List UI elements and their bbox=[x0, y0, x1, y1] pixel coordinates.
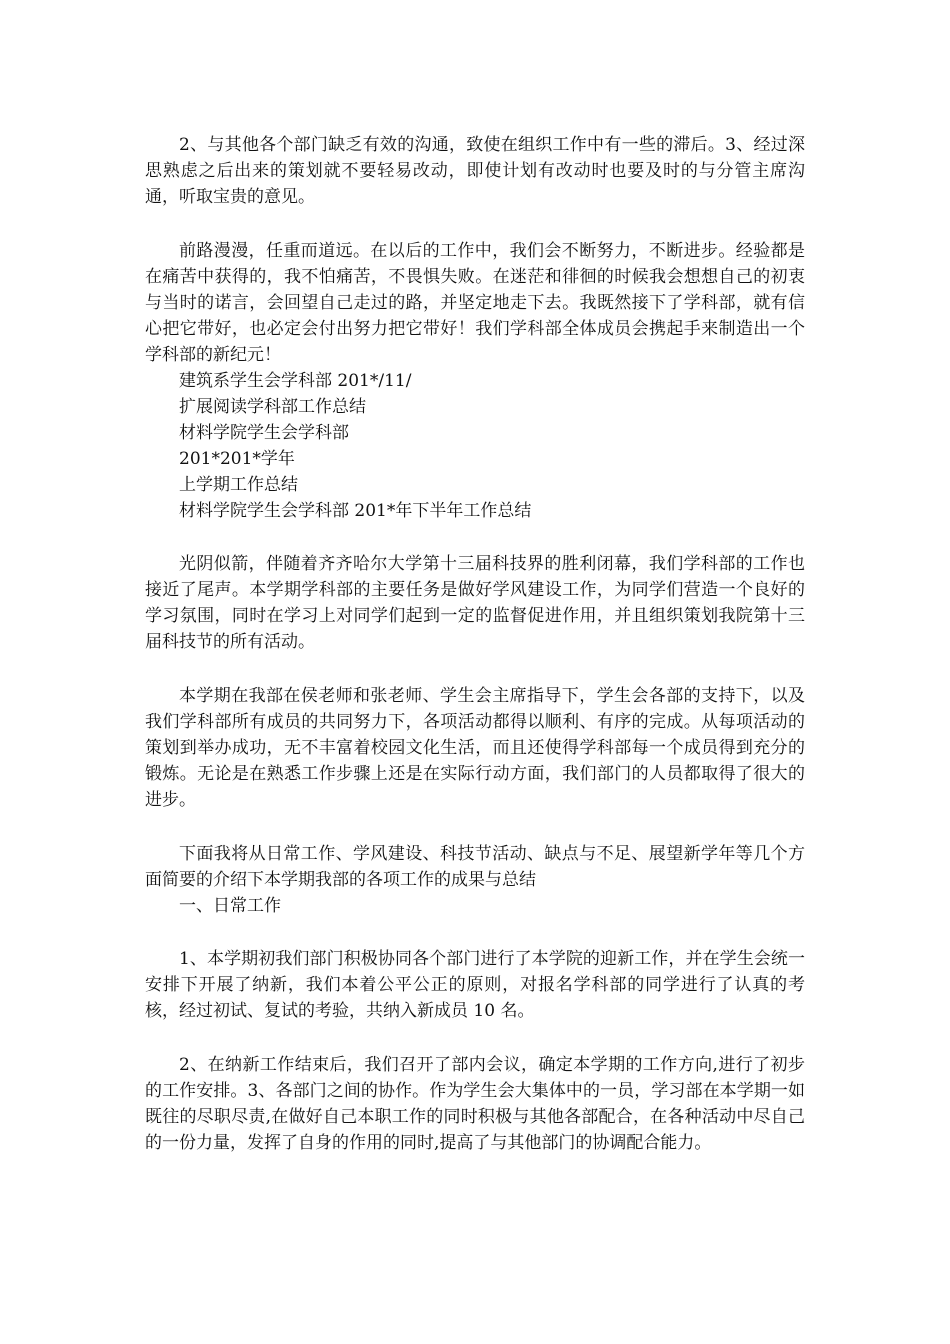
extended-reading-title: 扩展阅读学科部工作总结 bbox=[179, 397, 366, 417]
paragraph-outlook: 前路漫漫，任重而道远。在以后的工作中，我们会不断努力，不断进步。经验都是在痛苦中获得的，我不怕痛苦，不畏惧失败。在迷茫和徘徊的时候我会想想自己的初衷与当时的诺言，会回望自己走过的路，并坚定地走下去。我既然接下了学科部，就有信心把它带好，也必定会付出努力把它带好！我们学科部全体成员会携起手来制造出一个学科部的新纪元！ bbox=[145, 241, 805, 365]
academic-year: 201*201*学年 bbox=[179, 449, 295, 469]
paragraph-communication-issues: 2、与其他各个部门缺乏有效的沟通，致使在组织工作中有一些的滞后。3、经过深思熟虑之后出来的策划就不要轻易改动，即使计划有改动时也要及时的与分管主席沟通，听取宝贵的意见。 bbox=[145, 135, 805, 207]
paragraph-introduction: 光阴似箭，伴随着齐齐哈尔大学第十三届科技界的胜利闭幕，我们学科部的工作也接近了尾声。本学期学科部的主要任务是做好学风建设工作，为同学们营造一个良好的学习氛围，同时在学习上对同学们起到一定的监督促进作用，并且组织策划我院第十三届科技节的所有活动。 bbox=[145, 554, 805, 652]
paragraph-recruitment: 1、本学期初我们部门积极协同各个部门进行了本学院的迎新工作，并在学生会统一安排下开展了纳新，我们本着公平公正的原则，对报名学科部的同学进行了认真的考核，经过初试、复试的考验，共纳入新成员 10 名。 bbox=[145, 949, 805, 1021]
paragraph-overview: 下面我将从日常工作、学风建设、科技节活动、缺点与不足、展望新学年等几个方面简要的介绍下本学期我部的各项工作的成果与总结 bbox=[145, 844, 805, 890]
paragraph-meeting-cooperation: 2、在纳新工作结束后，我们召开了部内会议，确定本学期的工作方向,进行了初步的工作安排。3、各部门之间的协作。作为学生会大集体中的一员，学习部在本学期一如既往的尽职尽责,在做好自己本职工作的同时积极与其他各部配合，在各种活动中尽自己的一份力量，发挥了自身的作用的同时,提高了与其他部门的协调配合能力。 bbox=[145, 1055, 805, 1153]
department-name: 材料学院学生会学科部 bbox=[179, 423, 349, 443]
semester-summary-title: 上学期工作总结 bbox=[179, 475, 298, 495]
section-heading-daily-work: 一、日常工作 bbox=[179, 896, 281, 916]
report-title: 材料学院学生会学科部 201*年下半年工作总结 bbox=[179, 501, 532, 521]
document-body bbox=[145, 132, 805, 1156]
paragraph-support: 本学期在我部在侯老师和张老师、学生会主席指导下，学生会各部的支持下，以及我们学科部所有成员的共同努力下，各项活动都得以顺利、有序的完成。从每项活动的策划到举办成功，无不丰富着校园文化生活，而且还使得学科部每一个成员得到充分的锻炼。无论是在熟悉工作步骤上还是在实际行动方面，我们部门的人员都取得了很大的进步。 bbox=[145, 686, 805, 810]
signature-line: 建筑系学生会学科部 201*/11/ bbox=[179, 371, 412, 391]
